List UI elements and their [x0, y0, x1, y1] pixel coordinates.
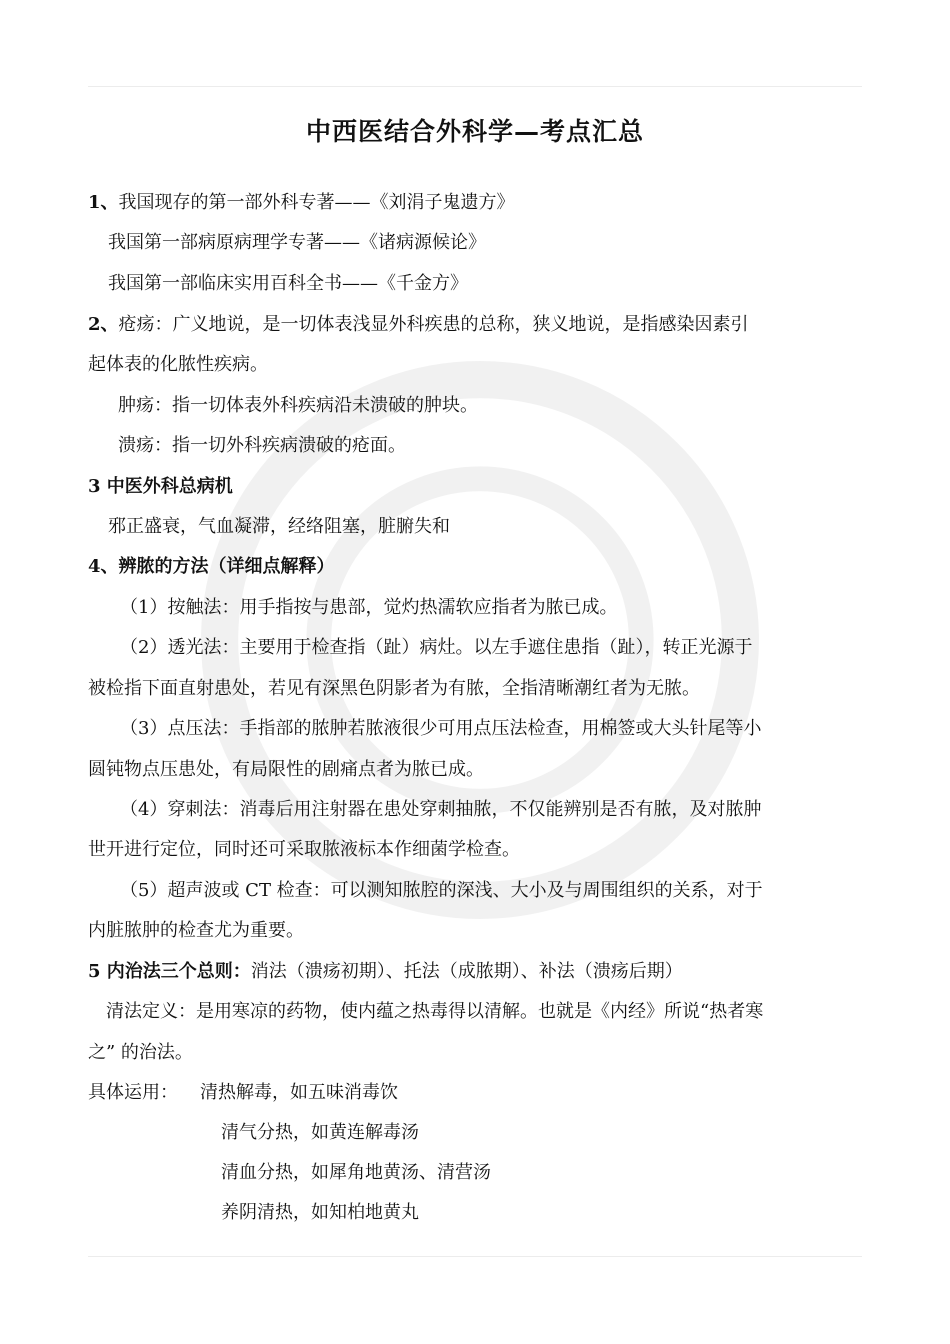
usage-label: 具体运用： — [88, 1082, 178, 1103]
method-3-line-2: 圆钝物点压患处，有局限性的剧痛点者为脓已成。 — [88, 759, 484, 780]
section-2-line-3: 肿疡：指一切体表外科疾病沿未溃破的肿块。 — [118, 395, 478, 416]
usage-item-1: 清热解毒，如五味消毒饮 — [200, 1082, 398, 1103]
bottom-divider — [88, 1256, 862, 1257]
section-2-text-1: 疮疡：广义地说，是一切体表浅显外科疾患的总称，狭义地说，是指感染因素引 — [118, 314, 749, 335]
section-1-text-1: 我国现存的第一部外科专著——《刘涓子鬼遗方》 — [118, 192, 515, 213]
usage-item-2: 清气分热，如黄连解毒汤 — [221, 1122, 419, 1143]
section-3-heading: 3 中医外科总病机 — [88, 476, 233, 497]
section-1-line-2: 我国第一部病原病理学专著——《诸病源候论》 — [108, 232, 486, 253]
method-4-line-2: 世开进行定位，同时还可采取脓液标本作细菌学检查。 — [88, 839, 520, 860]
method-5-line-1: （5）超声波或 CT 检查：可以测知脓腔的深浅、大小及与周围组织的关系，对于 — [120, 880, 763, 901]
method-1: （1）按触法：用手指按与患部，觉灼热濡软应指者为脓已成。 — [120, 597, 618, 618]
page-title: 中西医结合外科学—考点汇总 — [305, 117, 644, 146]
section-2-number: 2、 — [88, 314, 119, 335]
section-1-number: 1、 — [88, 192, 119, 213]
section-2-line-4: 溃疡：指一切外科疾病溃破的疮面。 — [118, 435, 406, 456]
section-3-line-1: 邪正盛衰，气血凝滞，经络阻塞，脏腑失和 — [108, 516, 450, 537]
section-2-line-2: 起体表的化脓性疾病。 — [88, 354, 268, 375]
usage-item-4: 养阴清热，如知柏地黄丸 — [221, 1202, 419, 1223]
qing-definition-line-2: 之” 的治法。 — [88, 1042, 193, 1063]
section-1-line-3: 我国第一部临床实用百科全书——《千金方》 — [108, 273, 468, 294]
top-divider — [88, 86, 862, 87]
method-5-line-2: 内脏脓肿的检查尤为重要。 — [88, 920, 304, 941]
section-5-principles: 消法（溃疡初期）、托法（成脓期）、补法（溃疡后期） — [250, 961, 683, 982]
section-4-heading: 4、辨脓的方法（详细点解释） — [88, 556, 335, 577]
section-5-line-1 — [88, 959, 683, 985]
qing-definition-line-1: 清法定义：是用寒凉的药物，使内蕴之热毒得以清解。也就是《内经》所说“热者寒 — [106, 1001, 764, 1022]
section-1-line-1 — [88, 190, 515, 216]
method-2-line-2: 被检指下面直射患处，若见有深黑色阴影者为有脓，全指清晰潮红者为无脓。 — [88, 678, 700, 699]
section-5-heading: 5 内治法三个总则： — [88, 961, 251, 982]
method-4-line-1: （4）穿刺法：消毒后用注射器在患处穿刺抽脓，不仅能辨别是否有脓，及对脓肿 — [120, 799, 762, 820]
section-2-line-1 — [88, 312, 749, 338]
method-3-line-1: （3）点压法：手指部的脓肿若脓液很少可用点压法检查，用棉签或大头针尾等小 — [120, 718, 762, 739]
usage-item-3: 清血分热，如犀角地黄汤、清营汤 — [221, 1162, 491, 1183]
method-2-line-1: （2）透光法：主要用于检查指（趾）病灶。以左手遮住患指（趾），转正光源于 — [120, 637, 753, 658]
